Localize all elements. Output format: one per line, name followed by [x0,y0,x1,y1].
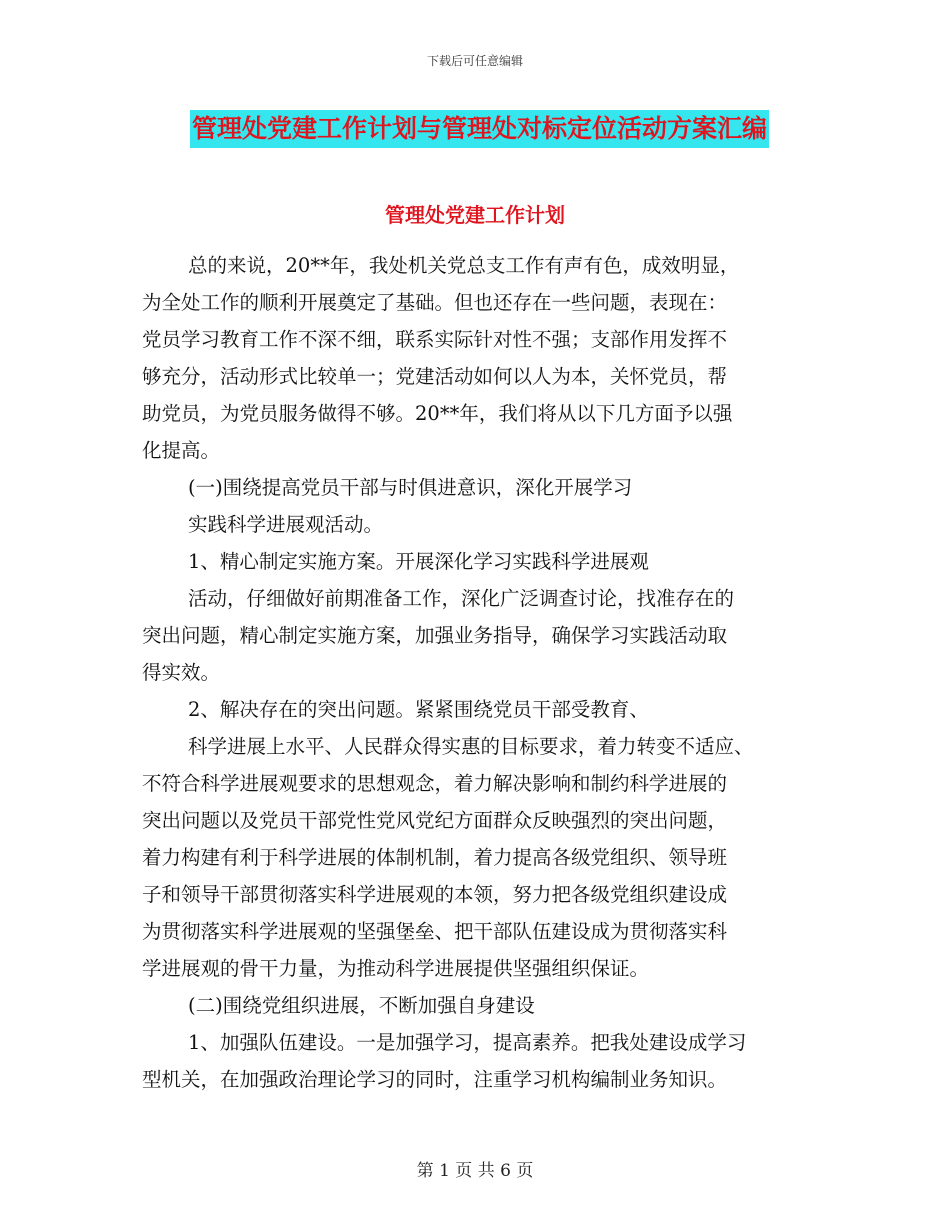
paragraph-line: 2、解决存在的突出问题。紧紧围绕党员干部受教育、 [188,698,649,721]
main-title-container [190,110,802,148]
paragraph-line: 实践科学进展观活动。 [188,513,384,536]
paragraph-line: 为全处工作的顺利开展奠定了基础。但也还存在一些问题，表现在： [142,291,728,314]
paragraph-line: 化提高。 [142,439,221,462]
paragraph-line: 为贯彻落实科学进展观的坚强堡垒、把干部队伍建设成为贯彻落实科 [142,920,728,943]
section-title: 管理处党建工作计划 [385,203,565,227]
paragraph-line: 科学进展上水平、人民群众得实惠的目标要求，着力转变不适应、 [188,735,754,758]
paragraph-line: 学进展观的骨干力量，为推动科学进展提供坚强组织保证。 [142,957,650,980]
header-note: 下载后可任意编辑 [426,54,523,68]
paragraph-line: 总的来说，20**年，我处机关党总支工作有声有色，成效明显， [188,254,740,277]
paragraph-line: 1、精心制定实施方案。开展深化学习实践科学进展观 [188,550,649,573]
paragraph-line: 子和领导干部贯彻落实科学进展观的本领，努力把各级党组织建设成 [142,883,728,906]
section-heading: (二)围绕党组织进展，不断加强自身建设 [188,994,535,1017]
paragraph-line: 得实效。 [142,661,221,684]
page-footer: 第 1 页 共 6 页 [416,1161,534,1181]
paragraph-line: 不符合科学进展观要求的思想观念，着力解决影响和制约科学进展的 [142,772,728,795]
paragraph-line: 党员学习教育工作不深不细，联系实际针对性不强；支部作用发挥不 [142,328,728,351]
paragraph-line: 1、加强队伍建设。一是加强学习，提高素养。把我处建设成学习 [188,1031,747,1054]
section-heading: (一)围绕提高党员干部与时俱进意识，深化开展学习 [188,476,633,499]
paragraph-line: 活动，仔细做好前期准备工作，深化广泛调查讨论，找准存在的 [188,587,735,610]
paragraph-line: 型机关，在加强政治理论学习的同时，注重学习机构编制业务知识。 [142,1068,728,1091]
paragraph-line: 着力构建有利于科学进展的体制机制，着力提高各级党组织、领导班 [142,846,728,869]
paragraph-line: 助党员，为党员服务做得不够。20**年，我们将从以下几方面予以强 [142,402,733,425]
paragraph-line: 突出问题，精心制定实施方案，加强业务指导，确保学习实践活动取 [142,624,728,647]
paragraph-line: 突出问题以及党员干部党性党风党纪方面群众反映强烈的突出问题， [142,809,728,832]
main-title: 管理处党建工作计划与管理处对标定位活动方案汇编 [190,110,769,148]
paragraph-line: 够充分，活动形式比较单一；党建活动如何以人为本，关怀党员，帮 [142,365,728,388]
